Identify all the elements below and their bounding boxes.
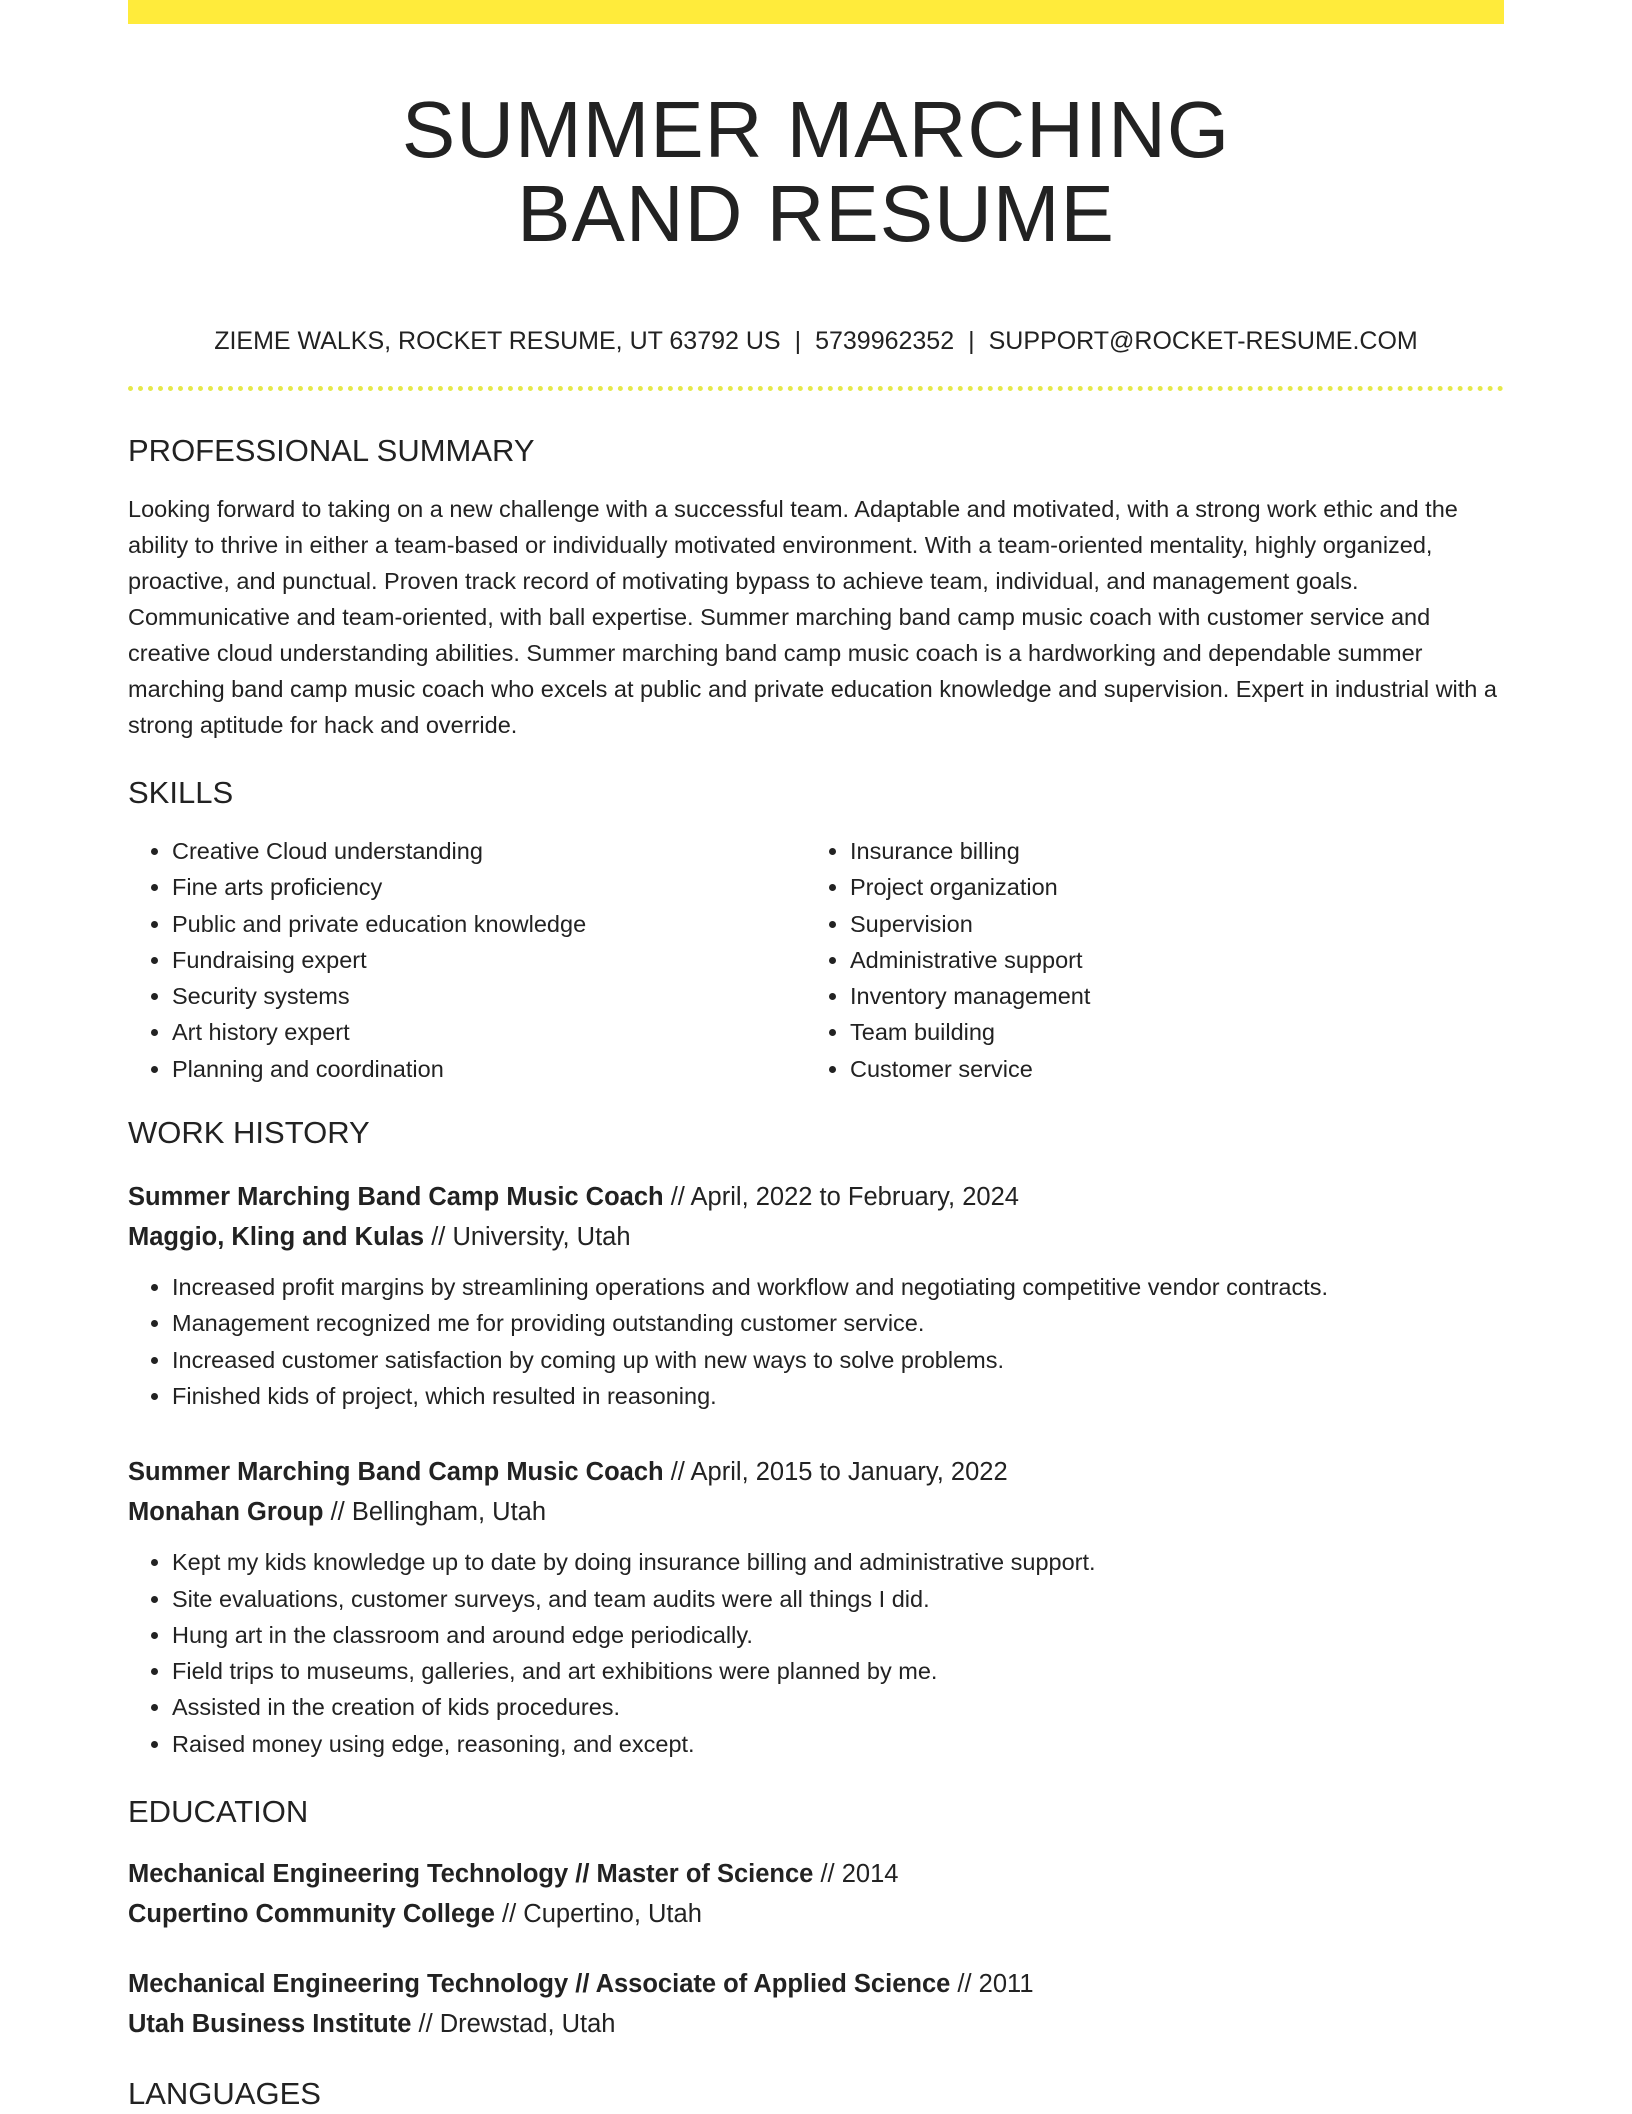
work-history-heading: WORK HISTORY: [128, 1115, 370, 1151]
skills-list: [128, 833, 1504, 1087]
education-entry: [128, 1964, 1504, 2044]
skills-column-left: [128, 833, 802, 1087]
skill-item: • Fundraising expert: [172, 942, 802, 978]
job-location: // Bellingham, Utah: [330, 1498, 547, 1527]
summary-heading: PROFESSIONAL SUMMARY: [128, 433, 535, 468]
edu-year: // 2014: [820, 1860, 899, 1889]
skill-item: • Team building: [850, 1014, 1480, 1050]
job-entry: [128, 1452, 1504, 1762]
edu-degree: Mechanical Engineering Technology // Master of Science: [128, 1860, 814, 1889]
edu-school-line: [128, 2004, 1504, 2044]
job-company-line: [128, 1492, 1504, 1532]
edu-degree-line: [128, 1854, 1504, 1894]
summary-text: Looking forward to taking on a new challenge with a successful team. Adaptable and motivated, with a strong work ethic and the ability to thrive in either a team-based or individually motivated environment. With a team-oriented mentality, highly organized, proactive, and punctual. Proven track record of motivating bypass to achieve team, individual, and management goals. Communicative and team-oriented, with ball expertise. Summer marching band camp music coach with customer service and creative cloud understanding abilities. Summer marching band camp music coach is a hardworking and dependable summer marching band camp music coach who excels at public and private education knowledge and supervision. Expert in industrial with a strong aptitude for hack and override.: [128, 496, 1497, 738]
contact-info: [128, 324, 1504, 358]
job-bullet: • Hung art in the classroom and around edge periodically.: [172, 1617, 1504, 1653]
resume-title: [128, 85, 1504, 258]
skills-column-right: [802, 833, 1480, 1087]
skill-item: • Customer service: [850, 1051, 1480, 1087]
job-title-line: [128, 1452, 1504, 1492]
contact-separator: |: [794, 327, 802, 355]
contact-email: SUPPORT@ROCKET-RESUME.COM: [988, 327, 1418, 355]
education-entry: [128, 1854, 1504, 1934]
job-bullet: • Finished kids of project, which resulted in reasoning.: [172, 1378, 1504, 1414]
edu-location: // Cupertino, Utah: [502, 1900, 702, 1929]
job-bullet: • Management recognized me for providing outstanding customer service.: [172, 1305, 1504, 1341]
title-line-1: SUMMER MARCHING: [401, 85, 1231, 174]
languages-heading: LANGUAGES: [128, 2076, 321, 2112]
edu-degree: Mechanical Engineering Technology // Associate of Applied Science: [128, 1970, 951, 1999]
job-dates: // April, 2022 to February, 2024: [670, 1183, 1019, 1212]
contact-address: ZIEME WALKS, ROCKET RESUME, UT 63792 US: [214, 327, 781, 355]
edu-school: Utah Business Institute: [128, 2010, 412, 2039]
job-bullets: [128, 1269, 1504, 1414]
skill-item: • Insurance billing: [850, 833, 1480, 869]
job-location: // University, Utah: [431, 1223, 631, 1252]
skills-heading: SKILLS: [128, 775, 234, 810]
job-title: Summer Marching Band Camp Music Coach: [128, 1458, 664, 1487]
header-divider: [128, 386, 1504, 391]
job-bullets: [128, 1544, 1504, 1762]
job-bullet: • Increased profit margins by streamlining operations and workflow and negotiating competitive vendor contracts.: [172, 1269, 1504, 1305]
skill-item: • Supervision: [850, 906, 1480, 942]
job-bullet: • Site evaluations, customer surveys, and team audits were all things I did.: [172, 1581, 1504, 1617]
skill-item: • Public and private education knowledge: [172, 906, 802, 942]
contact-separator: |: [968, 327, 975, 355]
job-dates: // April, 2015 to January, 2022: [670, 1458, 1008, 1487]
job-company: Monahan Group: [128, 1498, 324, 1527]
edu-year: // 2011: [957, 1970, 1034, 1999]
edu-school-line: [128, 1894, 1504, 1934]
job-company-line: [128, 1217, 1504, 1257]
job-bullet: • Assisted in the creation of kids procedures.: [172, 1689, 1504, 1725]
job-bullet: • Raised money using edge, reasoning, and except.: [172, 1726, 1504, 1762]
skill-item: • Creative Cloud understanding: [172, 833, 802, 869]
job-title-line: [128, 1177, 1504, 1217]
job-bullet: • Increased customer satisfaction by coming up with new ways to solve problems.: [172, 1342, 1504, 1378]
skill-item: • Planning and coordination: [172, 1051, 802, 1087]
job-title: Summer Marching Band Camp Music Coach: [128, 1183, 664, 1212]
job-bullet: • Field trips to museums, galleries, and art exhibitions were planned by me.: [172, 1653, 1504, 1689]
job-entry: [128, 1177, 1504, 1414]
education-heading: EDUCATION: [128, 1794, 309, 1830]
edu-degree-line: [128, 1964, 1504, 2004]
edu-school: Cupertino Community College: [128, 1900, 495, 1929]
resume-page: [128, 0, 1504, 2114]
skill-item: • Security systems: [172, 978, 802, 1014]
job-company: Maggio, Kling and Kulas: [128, 1223, 425, 1252]
skill-item: • Art history expert: [172, 1014, 802, 1050]
skill-item: • Administrative support: [850, 942, 1480, 978]
skill-item: • Inventory management: [850, 978, 1480, 1014]
edu-location: // Drewstad, Utah: [418, 2010, 616, 2039]
contact-phone: 5739962352: [815, 327, 955, 355]
title-line-2: BAND RESUME: [517, 169, 1115, 258]
skill-item: • Fine arts proficiency: [172, 869, 802, 905]
skill-item: • Project organization: [850, 869, 1480, 905]
job-bullet: • Kept my kids knowledge up to date by doing insurance billing and administrative support.: [172, 1544, 1504, 1580]
